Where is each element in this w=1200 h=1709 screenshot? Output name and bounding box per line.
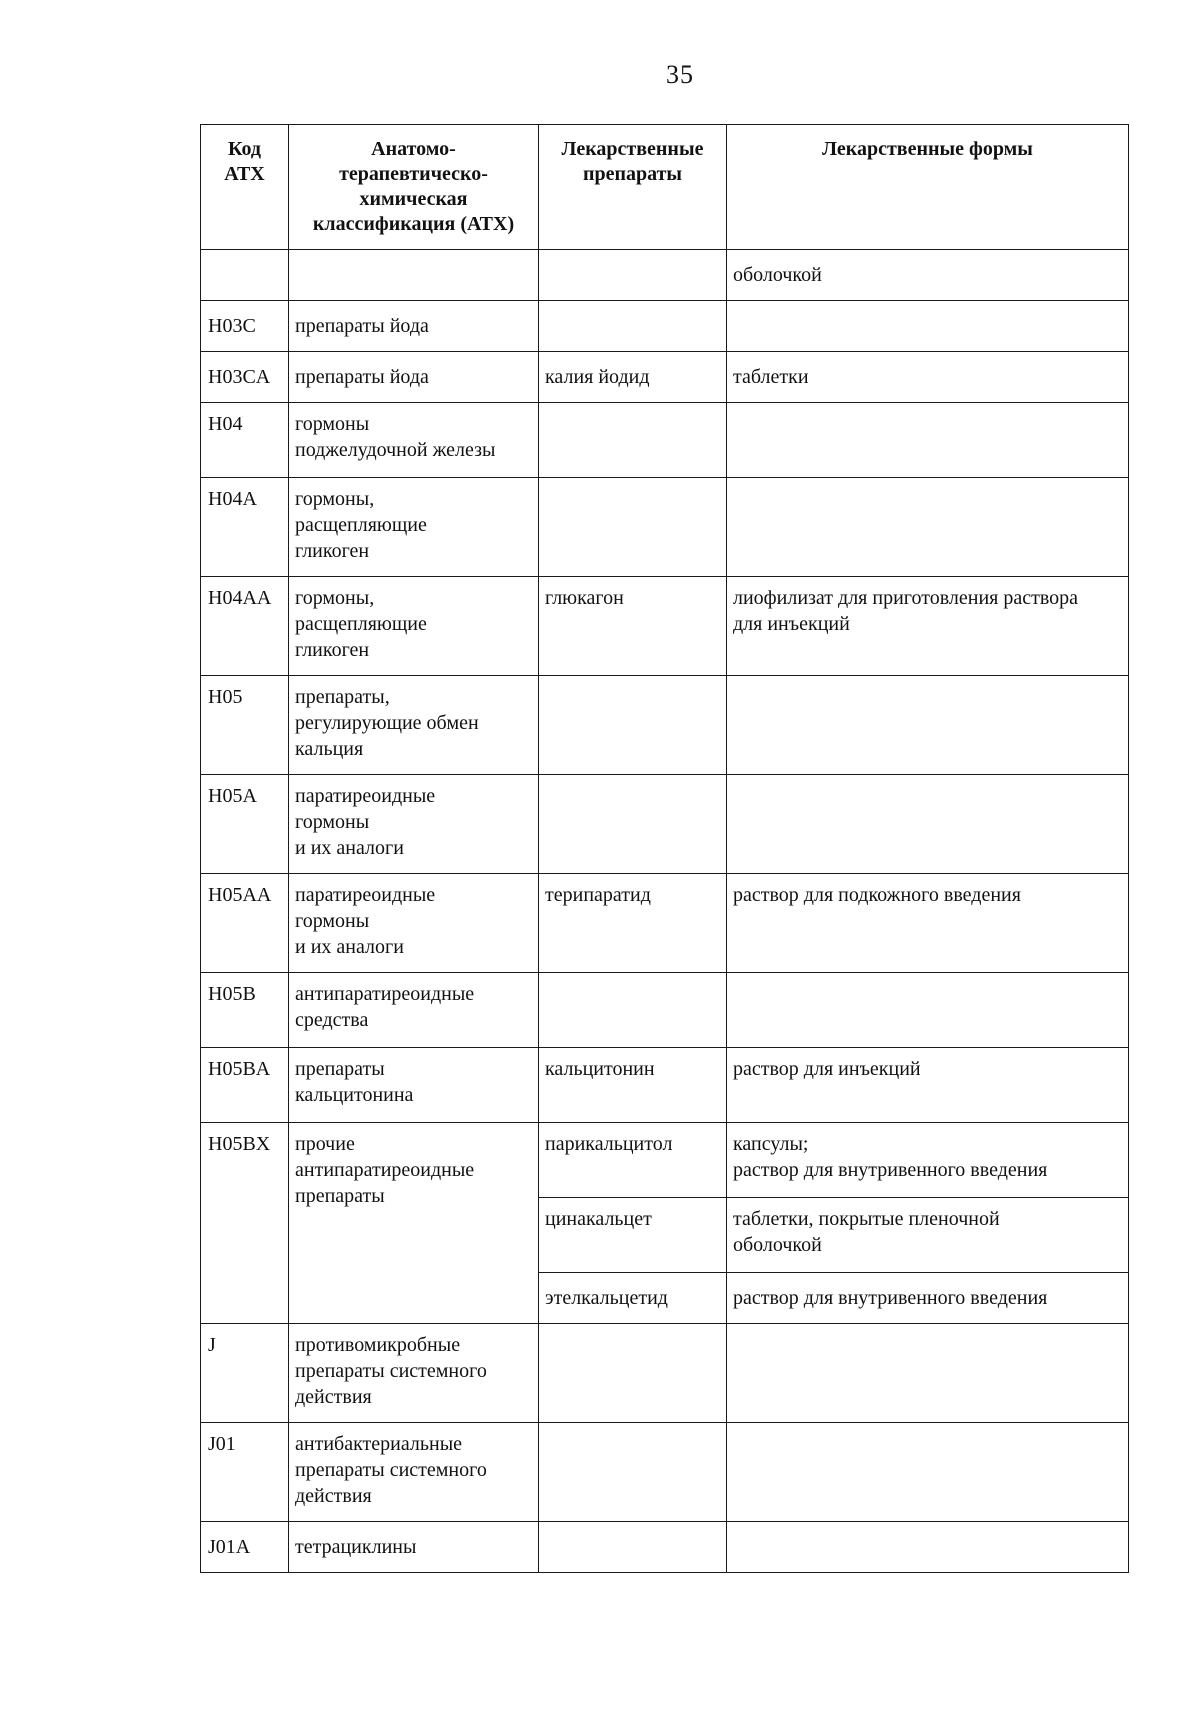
atx-code: H04A bbox=[201, 478, 289, 577]
header-classification: Анатомо- терапевтическо- химическая классификация (АТХ) bbox=[289, 125, 539, 250]
table-row bbox=[201, 775, 1129, 874]
atx-code: H05A bbox=[201, 775, 289, 874]
atx-code: H05BX bbox=[201, 1123, 289, 1324]
atx-code: H05AA bbox=[201, 874, 289, 973]
table-row bbox=[201, 1324, 1129, 1423]
atx-classification: гормоны, расщепляющие гликоген bbox=[289, 478, 539, 577]
atx-classification: антипаратиреоидные средства bbox=[289, 973, 539, 1048]
page-number: 35 bbox=[666, 60, 694, 89]
drug-name bbox=[539, 676, 727, 775]
drug-name bbox=[539, 301, 727, 352]
dosage-form bbox=[727, 676, 1129, 775]
table-row bbox=[201, 1048, 1129, 1123]
table-row bbox=[201, 352, 1129, 403]
table-row bbox=[201, 874, 1129, 973]
table-row bbox=[201, 1423, 1129, 1522]
table-row bbox=[201, 577, 1129, 676]
dosage-form: таблетки bbox=[727, 352, 1129, 403]
atx-classification: гормоны, расщепляющие гликоген bbox=[289, 577, 539, 676]
dosage-form: раствор для внутривенного введения bbox=[727, 1273, 1129, 1324]
atx-drug-table bbox=[200, 124, 1129, 1573]
header-code: Код АТХ bbox=[201, 125, 289, 250]
dosage-form: раствор для подкожного введения bbox=[727, 874, 1129, 973]
dosage-form bbox=[727, 1423, 1129, 1522]
dosage-form bbox=[727, 775, 1129, 874]
header-forms: Лекарственные формы bbox=[727, 125, 1129, 250]
atx-classification: препараты йода bbox=[289, 352, 539, 403]
atx-classification: препараты, регулирующие обмен кальция bbox=[289, 676, 539, 775]
drug-name bbox=[539, 1423, 727, 1522]
atx-code: H05 bbox=[201, 676, 289, 775]
dosage-form bbox=[727, 403, 1129, 478]
dosage-form bbox=[727, 1324, 1129, 1423]
table-row bbox=[201, 403, 1129, 478]
table-header-row bbox=[201, 125, 1129, 250]
table-row bbox=[201, 973, 1129, 1048]
atx-code: H05BA bbox=[201, 1048, 289, 1123]
drug-name bbox=[539, 973, 727, 1048]
table-row bbox=[201, 301, 1129, 352]
atx-classification: паратиреоидные гормоны и их аналоги bbox=[289, 874, 539, 973]
atx-classification: гормоны поджелудочной железы bbox=[289, 403, 539, 478]
drug-name bbox=[539, 403, 727, 478]
atx-classification: противомикробные препараты системного действия bbox=[289, 1324, 539, 1423]
table-row bbox=[201, 1123, 1129, 1198]
drug-name: цинакальцет bbox=[539, 1198, 727, 1273]
table-row bbox=[201, 250, 1129, 301]
drug-name bbox=[539, 775, 727, 874]
atx-classification: антибактериальные препараты системного действия bbox=[289, 1423, 539, 1522]
drug-name: парикальцитол bbox=[539, 1123, 727, 1198]
dosage-form: оболочкой bbox=[727, 250, 1129, 301]
table-row bbox=[201, 478, 1129, 577]
dosage-form bbox=[727, 1522, 1129, 1573]
table-row bbox=[201, 676, 1129, 775]
atx-code: H04AA bbox=[201, 577, 289, 676]
atx-code: H03CA bbox=[201, 352, 289, 403]
atx-classification bbox=[289, 250, 539, 301]
atx-classification: препараты кальцитонина bbox=[289, 1048, 539, 1123]
atx-code: H03C bbox=[201, 301, 289, 352]
table-row bbox=[201, 1522, 1129, 1573]
dosage-form: капсулы; раствор для внутривенного введения bbox=[727, 1123, 1129, 1198]
dosage-form: лиофилизат для приготовления раствора для инъекций bbox=[727, 577, 1129, 676]
atx-classification: паратиреоидные гормоны и их аналоги bbox=[289, 775, 539, 874]
drug-name: глюкагон bbox=[539, 577, 727, 676]
drug-name: калия йодид bbox=[539, 352, 727, 403]
drug-name bbox=[539, 250, 727, 301]
dosage-form: таблетки, покрытые пленочной оболочкой bbox=[727, 1198, 1129, 1273]
atx-code: J01 bbox=[201, 1423, 289, 1522]
drug-name: этелкальцетид bbox=[539, 1273, 727, 1324]
atx-code: H04 bbox=[201, 403, 289, 478]
dosage-form bbox=[727, 478, 1129, 577]
drug-name: терипаратид bbox=[539, 874, 727, 973]
atx-code bbox=[201, 250, 289, 301]
atx-code: H05B bbox=[201, 973, 289, 1048]
atx-classification: прочие антипаратиреоидные препараты bbox=[289, 1123, 539, 1324]
drug-name: кальцитонин bbox=[539, 1048, 727, 1123]
drug-name bbox=[539, 1522, 727, 1573]
header-drugs: Лекарственные препараты bbox=[539, 125, 727, 250]
atx-classification: тетрациклины bbox=[289, 1522, 539, 1573]
dosage-form bbox=[727, 973, 1129, 1048]
atx-classification: препараты йода bbox=[289, 301, 539, 352]
drug-name bbox=[539, 478, 727, 577]
atx-code: J bbox=[201, 1324, 289, 1423]
atx-code: J01A bbox=[201, 1522, 289, 1573]
drug-name bbox=[539, 1324, 727, 1423]
dosage-form: раствор для инъекций bbox=[727, 1048, 1129, 1123]
dosage-form bbox=[727, 301, 1129, 352]
